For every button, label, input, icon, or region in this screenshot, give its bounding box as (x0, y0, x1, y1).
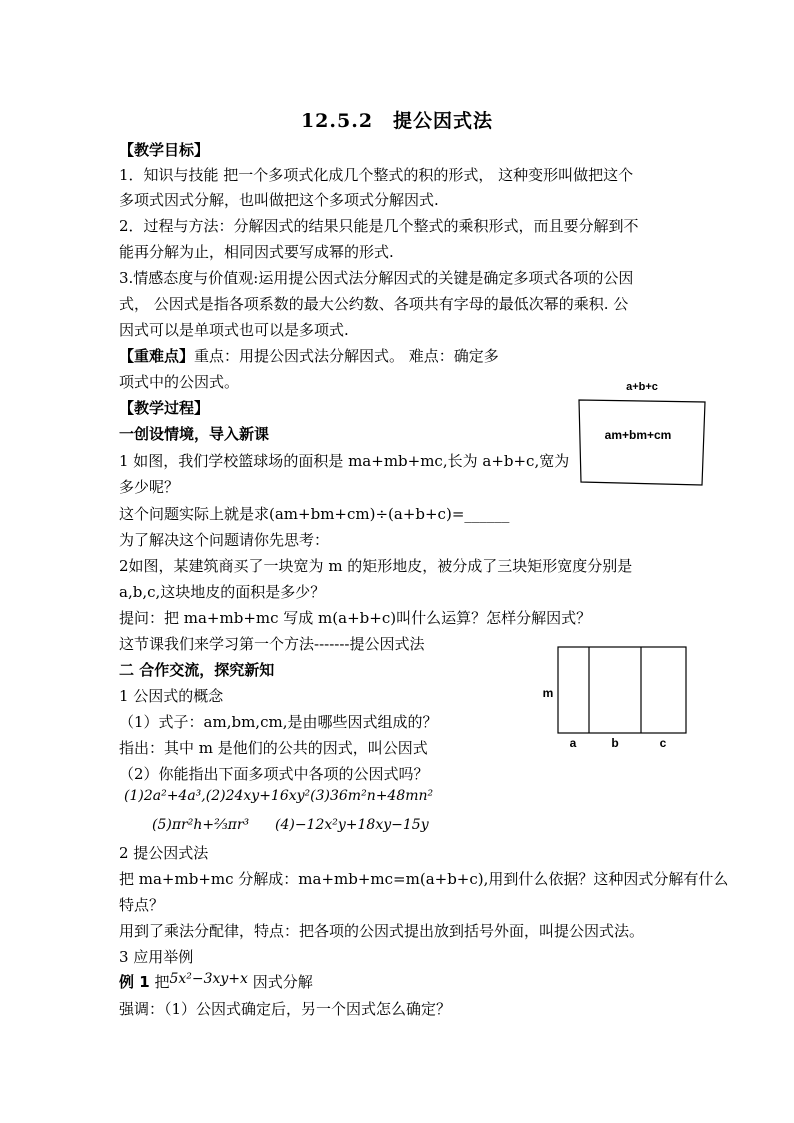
goals-header: 【教学目标】 (119, 141, 210, 159)
figure-2-outer (558, 647, 686, 733)
section-1-line-8: 这节课我们来学习第一个方法-------提公因式法 (119, 635, 425, 653)
section-1-line-5: 2如图，某建筑商买了一块宽为 m 的矩形地皮，被分成了三块矩形宽度分别是 (119, 557, 633, 575)
goal-3-line-3: 因式可以是单项式也可以是多项式. (119, 321, 349, 339)
key-points-line-1 (119, 346, 499, 366)
section-2-line-1: 1 公因式的概念 (119, 687, 224, 705)
figure-1-rect (579, 400, 705, 485)
section-2-line-8: 用到了乘法分配律，特点：把各项的公因式提出放到括号外面，叫提公因式法。 (119, 922, 645, 940)
section-1-line-1: 1 如图，我们学校篮球场的面积是 ma+mb+mc,长为 a+b+c,宽为 (119, 452, 570, 470)
example-1-post: 因式分解 (247, 973, 313, 991)
section-2-line-5: 2 提公因式法 (119, 844, 209, 862)
goal-1-line-1: 1．知识与技能 把一个多项式化成几个整式的积的形式， 这种变形叫做把这个 (119, 166, 634, 184)
figure-1-inner-label: am+bm+cm (604, 428, 672, 442)
section-1-header: 一创设情境，导入新课 (119, 425, 270, 443)
example-1-formula: 5x²−3xy+x (169, 971, 248, 987)
goal-2-line-2: 能再分解为止，相同因式要写成幂的形式. (119, 243, 394, 261)
section-3-header: 3 应用举例 (119, 948, 194, 966)
emphasis-line: 强调：（1）公因式确定后，另一个因式怎么确定？ (119, 1000, 452, 1018)
figure-court-rectangle (570, 375, 710, 490)
section-1-line-2: 多少呢？ (119, 478, 180, 496)
process-header: 【教学过程】 (119, 399, 210, 417)
example-1-label: 例 1 (119, 973, 150, 991)
formula-5: (5)πr²h+⅔πr³ (152, 817, 250, 833)
figure-2-label-a: a (569, 736, 577, 750)
example-1-pre: 把 (149, 973, 170, 991)
section-1-line-3: 这个问题实际上就是求(am+bm+cm)÷(a+b+c)=______ (119, 505, 510, 523)
section-1-line-4: 为了解决这个问题请你先思考： (119, 531, 330, 549)
section-2-line-4: （2）你能指出下面多项式中各项的公因式吗？ (119, 765, 429, 783)
figure-2-side-label: m (542, 686, 554, 700)
goal-3-line-1: 3.情感态度与价值观:运用提公因式法分解因式的关键是确定多项式各项的公因 (119, 269, 634, 287)
figure-1-top-label: a+b+c (626, 381, 658, 393)
formula-4: (4)−12x²y+18xy−15y (275, 817, 429, 833)
goal-3-line-2: 式， 公因式是指各项系数的最大公约数、各项共有字母的最低次幂的乘积. 公 (119, 295, 629, 313)
section-2-line-7: 特点？ (119, 896, 165, 914)
key-points-text: 重点：用提公因式法分解因式。 难点：确定多 (194, 347, 499, 365)
section-2-header: 二 合作交流，探究新知 (119, 661, 275, 679)
example-1 (119, 972, 313, 993)
figure-2-label-c: c (659, 736, 667, 750)
figure-land-plot (536, 640, 694, 755)
figure-2-label-b: b (611, 736, 619, 750)
section-1-line-7: 提问：把 ma+mb+mc 写成 m(a+b+c)叫什么运算？怎样分解因式？ (119, 609, 592, 627)
section-2-line-2: （1）式子：am,bm,cm,是由哪些因式组成的？ (119, 713, 438, 731)
key-points-line-2: 项式中的公因式。 (119, 373, 240, 391)
page-title: 12.5.2 提公因式法 (300, 110, 494, 132)
goal-2-line-1: 2．过程与方法：分解因式的结果只能是几个整式的乘积形式，而且要分解到不 (119, 217, 639, 235)
section-2-line-6: 把 ma+mb+mc 分解成：ma+mb+mc=m(a+b+c),用到什么依据？这种因式分解有什么 (119, 870, 729, 888)
key-points-header: 【重难点】 (119, 347, 195, 365)
section-2-line-3: 指出：其中 m 是他们的公共的因式，叫公因式 (119, 739, 428, 757)
formula-line-1: (1)2a²+4a³,(2)24xy+16xy²(3)36m²n+48mn² (124, 788, 434, 804)
section-1-line-6: a,b,c,这块地皮的面积是多少？ (119, 583, 326, 601)
goal-1-line-2: 多项式因式分解，也叫做把这个多项式分解因式. (119, 191, 439, 209)
